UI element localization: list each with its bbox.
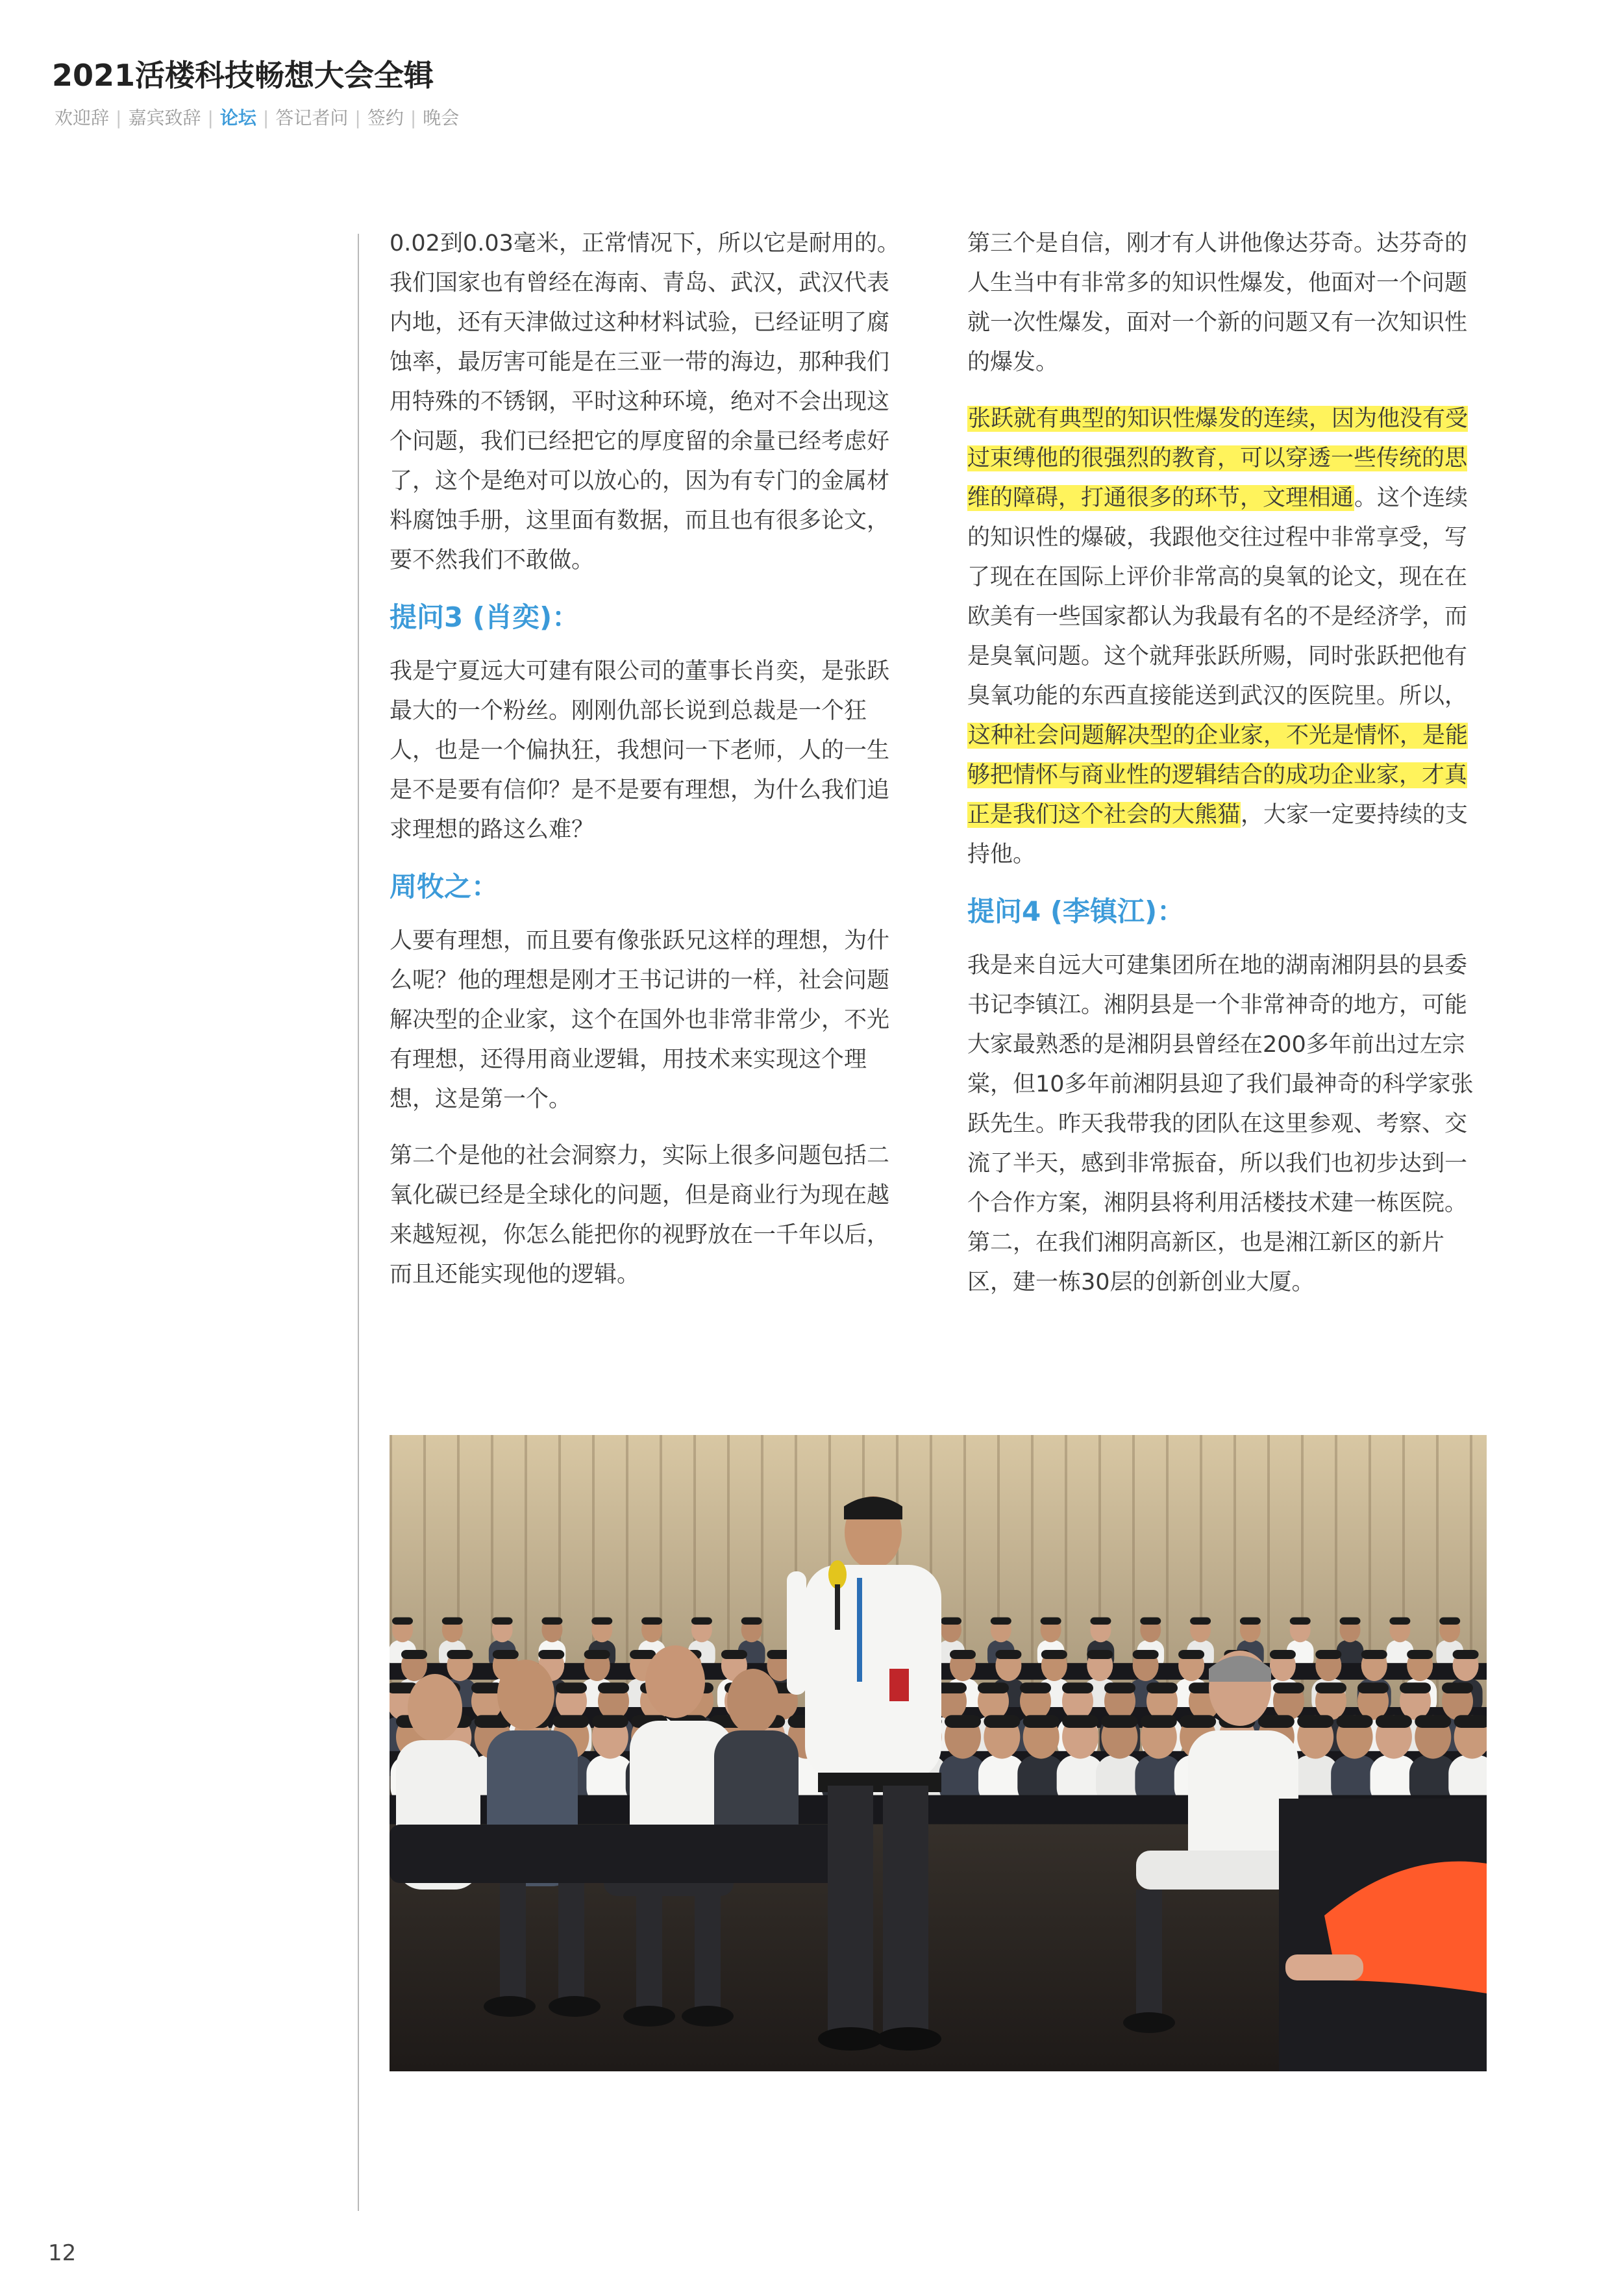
- paragraph: [967, 399, 1487, 875]
- paragraph: 0.02到0.03毫米，正常情况下，所以它是耐用的。我们国家也有曾经在海南、青岛、武汉，武汉代表内地，还有天津做过这种材料试验，已经证明了腐蚀率，最厉害可能是在三亚一带的海边，那种我们用特殊的不锈钢，平时这种环境，绝对不会出现这个问题，我们已经把它的厚度留的余量已经考虑好了，这个是绝对可以放心的，因为有专门的金属材料腐蚀手册，这里面有数据，而且也有很多论文，要不然我们不敢做。: [390, 231, 900, 573]
- document-title: 2021活楼科技畅想大会全辑: [52, 58, 434, 93]
- question-heading: 提问4 (李镇江)：: [967, 895, 1185, 927]
- paragraph: 我是来自远大可建集团所在地的湖南湘阴县的县委书记李镇江。湘阴县是一个非常神奇的地方，可能大家最熟悉的是湘阴县曾经在200多年前出过左宗棠，但10多年前湘阴县迎了我们最神奇的科学家张跃先生。昨天我带我的团队在这里参观、考察、交流了半天，感到非常振奋，所以我们也初步达到一个合作方案，湘阴县将利用活楼技术建一栋医院。第二，在我们湘阴高新区，也是湘江新区的新片区，建一栋30层的创新创业大厦。: [967, 953, 1474, 1295]
- right-column: [967, 224, 1487, 1319]
- nav-item-gala[interactable]: 晚会: [423, 107, 460, 129]
- question-heading: 提问3 (肖奕)：: [390, 601, 580, 633]
- highlighted-text: 张跃就有典型的知识性爆发的连续，因为他没有受过束缚他的很强烈的教育，可以穿透一些传统的思维的障碍，打通很多的环节，文理相通: [967, 406, 1468, 511]
- paragraph: 我是宁夏远大可建有限公司的董事长肖奕，是张跃最大的一个粉丝。刚刚仇部长说到总裁是一个狂人，也是一个偏执狂，我想问一下老师，人的一生是不是要有信仰？是不是要有理想，为什么我们追求理想的路这么难？: [390, 658, 890, 843]
- highlighted-text: 这种社会问题解决型的企业家，不光是情怀，是能够把情怀与商业性的逻辑结合的成功企业家，才真正是我们这个社会的大熊猫: [967, 723, 1468, 828]
- conference-photo: [390, 1435, 1487, 2071]
- page-number: 12: [48, 2240, 77, 2266]
- vertical-divider: [358, 234, 359, 2211]
- paragraph-text: ，大家一定要持续的支持他。: [967, 802, 1468, 867]
- nav-item-guest-speech[interactable]: 嘉宾致辞: [128, 107, 201, 129]
- left-column: [390, 224, 909, 1312]
- paragraph: 人要有理想，而且要有像张跃兄这样的理想，为什么呢？他的理想是刚才王书记讲的一样，社会问题解决型的企业家，这个在国外也非常非常少，不光有理想，还得用商业逻辑，用技术来实现这个理想，这是第一个。: [390, 928, 890, 1112]
- nav-item-welcome[interactable]: 欢迎辞: [55, 107, 110, 129]
- section-nav: 欢迎辞 | 嘉宾致辞 | 论坛 | 答记者问 | 签约 | 晚会: [55, 107, 460, 129]
- nav-item-signing[interactable]: 签约: [367, 107, 404, 129]
- speaker-heading: 周牧之：: [390, 871, 499, 903]
- paragraph: 第二个是他的社会洞察力，实际上很多问题包括二氧化碳已经是全球化的问题，但是商业行为现在越来越短视，你怎么能把你的视野放在一千年以后，而且还能实现他的逻辑。: [390, 1143, 890, 1288]
- paragraph: 第三个是自信，刚才有人讲他像达芬奇。达芬奇的人生当中有非常多的知识性爆发，他面对一个问题就一次性爆发，面对一个新的问题又有一次知识性的爆发。: [967, 231, 1468, 375]
- paragraph-text: 。这个连续的知识性的爆破，我跟他交往过程中非常享受，写了现在在国际上评价非常高的臭氧的论文，现在在欧美有一些国家都认为我最有名的不是经济学，而是臭氧问题。这个就拜张跃所赐，同时张跃把他有臭氧功能的东西直接能送到武汉的医院里。所以，: [967, 485, 1468, 709]
- nav-item-forum[interactable]: 论坛: [219, 107, 256, 129]
- audience-illustration: [390, 1435, 1487, 2071]
- nav-item-press-qa[interactable]: 答记者问: [275, 107, 349, 129]
